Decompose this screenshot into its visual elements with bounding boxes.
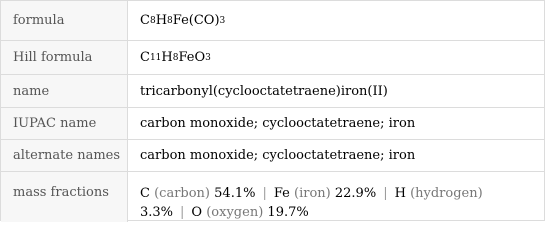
table-row-formula: [1, 1, 544, 40]
table-row-hill-formula: [1, 40, 544, 74]
separator: |: [262, 186, 267, 201]
formula-text: FeO: [178, 50, 206, 65]
element-symbol: O: [191, 205, 203, 220]
separator: |: [383, 186, 388, 201]
element-symbol: C: [140, 186, 150, 201]
iupac-name-value: carbon monoxide; cyclooctatetraene; iron: [140, 116, 416, 131]
separator: |: [180, 205, 185, 220]
mass-fractions-value: [128, 172, 544, 222]
element-percent: 19.7%: [267, 205, 309, 220]
formula-value: C 8 H 8 Fe(CO) 3: [140, 13, 226, 28]
name-value: tricarbonyl(cyclooctatetraene)iron(II): [140, 83, 388, 99]
formula-text: H: [155, 13, 168, 28]
row-label: name: [1, 75, 128, 107]
row-label: formula: [1, 1, 128, 40]
element-symbol: H: [394, 186, 406, 201]
mass-fractions-text: [140, 184, 483, 222]
row-label: Hill formula: [1, 41, 128, 74]
element-percent: 3.3%: [140, 205, 174, 220]
element-name: (hydrogen): [410, 186, 483, 201]
table-row-name: [1, 74, 544, 107]
row-label: mass fractions: [1, 172, 128, 222]
element-name: (oxygen): [206, 205, 264, 220]
formula-text: H: [161, 50, 173, 65]
table-row-alternate-names: [1, 139, 544, 171]
hill-formula-value: C 11 H 8 FeO 3: [140, 50, 211, 65]
formula-text: C: [140, 13, 150, 28]
table-row-iupac-name: [1, 107, 544, 139]
alternate-names-value: carbon monoxide; cyclooctatetraene; iron: [140, 148, 416, 163]
row-label: alternate names: [1, 140, 128, 171]
element-percent: 54.1%: [214, 186, 256, 201]
formula-text: Fe(CO): [172, 13, 220, 28]
element-name: (carbon): [154, 186, 211, 201]
formula-text: C: [140, 50, 150, 65]
table-row-mass-fractions: [1, 171, 544, 222]
row-label: IUPAC name: [1, 108, 128, 139]
element-name: (iron): [294, 186, 331, 201]
element-symbol: Fe: [273, 186, 290, 201]
element-percent: 22.9%: [334, 186, 377, 201]
